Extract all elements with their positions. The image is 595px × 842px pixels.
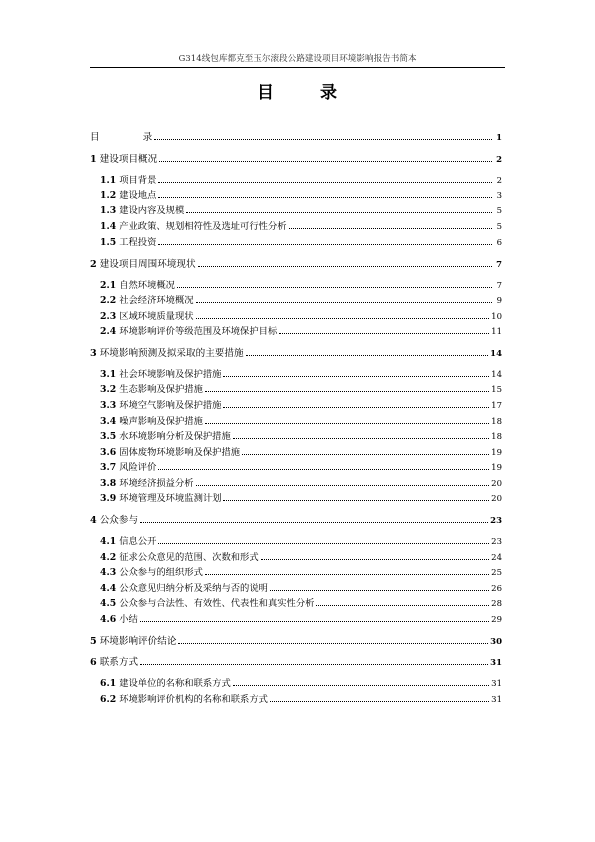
toc-entry[interactable] (100, 218, 502, 232)
toc-entry-label: 环境影响预测及拟采取的主要措施 (99, 348, 244, 359)
toc-dot-leader (233, 685, 489, 686)
toc-entry-number: 4.3 (100, 567, 117, 578)
toc-entry[interactable] (90, 256, 502, 270)
toc-entry-number: 3.7 (100, 462, 117, 473)
toc-entry-number: 2.3 (100, 311, 117, 322)
toc-entry-page: 1 (496, 133, 502, 143)
toc-entry-page: 11 (491, 327, 502, 337)
toc-dot-leader (159, 161, 492, 162)
toc-entry-number: 3 (90, 348, 97, 359)
toc-entry-number: 3.4 (100, 416, 117, 427)
toc-entry-number: 4.6 (100, 614, 117, 625)
toc-entry-number: 目 (90, 132, 100, 143)
toc-dot-leader (198, 266, 492, 267)
toc-dot-leader (196, 485, 490, 486)
toc-dot-leader (196, 302, 492, 303)
toc-entry-page: 20 (491, 479, 502, 489)
toc-dot-leader (178, 643, 488, 644)
toc-entry[interactable] (100, 533, 502, 547)
toc-entry-label: 固体废物环境影响及保护措施 (119, 447, 241, 458)
toc-entry-page: 29 (491, 615, 502, 625)
running-header: G314线包库都克至玉尔滚段公路建设项目环境影响报告书简本 (178, 54, 417, 64)
toc-entry-page: 30 (490, 637, 502, 647)
toc-entry-label: 环境影响评价结论 (99, 636, 177, 647)
toc-entry-page: 20 (491, 494, 502, 504)
toc-entry[interactable] (100, 397, 502, 411)
toc-entry-label: 社会环境影响及保护措施 (119, 369, 222, 380)
toc-entry-page: 26 (491, 584, 502, 594)
toc-entry-number: 1.2 (100, 190, 117, 201)
toc-dot-leader (158, 197, 492, 198)
toc-entry-number: 2.1 (100, 280, 117, 291)
toc-entry-page: 14 (490, 349, 502, 359)
toc-entry[interactable] (100, 611, 502, 625)
toc-entry-number: 1 (90, 154, 97, 165)
toc-entry-page: 6 (496, 238, 502, 248)
toc-entry[interactable] (100, 277, 502, 291)
toc-entry-page: 14 (491, 370, 502, 380)
toc-dot-leader (223, 500, 489, 501)
toc-entry-label: 区域环境质量现状 (119, 311, 194, 322)
toc-entry-label: 环境经济损益分析 (119, 478, 194, 489)
toc-entry-label: 项目背景 (119, 175, 157, 186)
toc-dot-leader (158, 469, 489, 470)
toc-entry-label: 录 (142, 132, 153, 143)
toc-entry-label: 生态影响及保护措施 (119, 384, 203, 395)
toc-entry-number: 2.4 (100, 326, 117, 337)
toc-entry-label: 环境空气影响及保护措施 (119, 400, 222, 411)
toc-entry-label: 建设地点 (119, 190, 157, 201)
toc-dot-leader (223, 376, 489, 377)
toc-dot-leader (270, 590, 489, 591)
toc-entry-number: 1.1 (100, 175, 117, 186)
toc-entry[interactable] (100, 172, 502, 186)
toc-entry-number: 4.4 (100, 583, 117, 594)
toc-entry-label: 环境影响评价等级范围及环境保护目标 (119, 326, 278, 337)
toc-entry-number: 1.3 (100, 205, 117, 216)
toc-entry-number: 3.5 (100, 431, 117, 442)
toc-dot-leader (223, 407, 489, 408)
toc-entry-page: 31 (491, 679, 502, 689)
toc-entry-page: 23 (491, 537, 502, 547)
toc-dot-leader (316, 605, 489, 606)
toc-entry-page: 28 (491, 599, 502, 609)
toc-dot-leader (205, 574, 489, 575)
toc-entry-page: 15 (491, 385, 502, 395)
toc-entry-label: 建设内容及规模 (119, 205, 185, 216)
toc-entry[interactable] (90, 512, 502, 526)
toc-entry[interactable] (100, 187, 502, 201)
toc-entry-label: 社会经济环境概况 (119, 295, 194, 306)
toc-entry[interactable] (100, 675, 502, 689)
table-of-contents (90, 0, 505, 842)
toc-entry-page: 19 (491, 448, 502, 458)
toc-entry[interactable] (100, 490, 502, 504)
toc-entry-label: 产业政策、规划相符性及选址可行性分析 (119, 221, 287, 232)
toc-entry[interactable] (100, 580, 502, 594)
toc-entry-page: 19 (491, 463, 502, 473)
toc-entry-number: 6 (90, 657, 97, 668)
toc-dot-leader (158, 244, 492, 245)
toc-entry[interactable] (100, 323, 502, 337)
toc-entry-number: 1.5 (100, 237, 117, 248)
toc-dot-leader (158, 543, 489, 544)
toc-entry-number: 3.1 (100, 369, 117, 380)
toc-entry-number: 3.6 (100, 447, 117, 458)
toc-dot-leader (246, 355, 489, 356)
toc-dot-leader (261, 559, 490, 560)
toc-dot-leader (205, 391, 489, 392)
toc-dot-leader (242, 454, 489, 455)
toc-entry-label: 建设项目概况 (99, 154, 158, 165)
toc-dot-leader (196, 318, 490, 319)
toc-entry[interactable] (100, 202, 502, 216)
toc-entry-label: 联系方式 (99, 657, 139, 668)
toc-entry[interactable] (100, 381, 502, 395)
toc-entry-label: 小结 (119, 614, 138, 625)
toc-dot-leader (140, 664, 488, 665)
toc-entry[interactable] (100, 292, 502, 306)
toc-entry-page: 7 (496, 260, 502, 270)
toc-entry-page: 5 (496, 206, 502, 216)
toc-dot-leader (140, 621, 489, 622)
toc-title-char-1: 目 (257, 83, 275, 103)
toc-entry-label: 公众参与 (99, 515, 139, 526)
toc-entry-number: 3.2 (100, 384, 117, 395)
toc-entry[interactable] (100, 444, 502, 458)
toc-entry-page: 5 (496, 222, 502, 232)
toc-entry-label: 公众参与的组织形式 (119, 567, 203, 578)
toc-entry-label: 公众意见归纳分析及采纳与否的说明 (119, 583, 268, 594)
toc-dot-leader (140, 522, 488, 523)
toc-entry[interactable] (100, 428, 502, 442)
toc-dot-leader (289, 228, 492, 229)
toc-entry-label: 建设单位的名称和联系方式 (119, 678, 231, 689)
toc-entry-label: 信息公开 (119, 536, 157, 547)
toc-entry-number: 2 (90, 259, 97, 270)
toc-entry-page: 24 (491, 553, 502, 563)
toc-entry-page: 3 (496, 191, 502, 201)
toc-entry[interactable] (90, 633, 502, 647)
toc-entry[interactable] (90, 654, 502, 668)
toc-dot-leader (205, 423, 489, 424)
toc-entry[interactable] (100, 459, 502, 473)
toc-entry-page: 18 (491, 432, 502, 442)
toc-entry-number: 6.2 (100, 694, 117, 705)
toc-entry[interactable] (100, 691, 502, 705)
toc-entry-number: 1.4 (100, 221, 117, 232)
toc-entry-label: 环境影响评价机构的名称和联系方式 (119, 694, 268, 705)
toc-entry-number: 4.5 (100, 598, 117, 609)
toc-dot-leader (177, 287, 492, 288)
toc-entry-label: 工程投资 (119, 237, 157, 248)
toc-entry-label: 建设项目周围环境现状 (99, 259, 196, 270)
toc-dot-leader (186, 212, 492, 213)
toc-entry-number: 4.2 (100, 552, 117, 563)
toc-entry-page: 2 (496, 176, 502, 186)
toc-entry-page: 9 (496, 296, 502, 306)
toc-entry-number: 6.1 (100, 678, 117, 689)
toc-entry-number: 4.1 (100, 536, 117, 547)
toc-entry-page: 7 (496, 281, 502, 291)
toc-dot-leader (233, 438, 489, 439)
toc-entry-number: 3.3 (100, 400, 117, 411)
toc-entry[interactable] (100, 234, 502, 248)
toc-entry[interactable] (90, 129, 502, 143)
toc-entry-number: 3.8 (100, 478, 117, 489)
toc-entry-label: 噪声影响及保护措施 (119, 416, 203, 427)
toc-entry-label: 公众参与合法性、有效性、代表性和真实性分析 (119, 598, 315, 609)
toc-entry[interactable] (100, 595, 502, 609)
toc-entry-number: 3.9 (100, 493, 117, 504)
toc-entry[interactable] (100, 366, 502, 380)
toc-dot-leader (158, 182, 492, 183)
toc-entry-page: 31 (491, 695, 502, 705)
toc-entry-label: 自然环境概况 (119, 280, 175, 291)
toc-entry[interactable] (90, 151, 502, 165)
toc-entry-page: 23 (490, 516, 502, 526)
toc-entry[interactable] (100, 475, 502, 489)
toc-entry-number: 5 (90, 636, 97, 647)
toc-entry-page: 18 (491, 417, 502, 427)
toc-entry-page: 17 (491, 401, 502, 411)
toc-entry-page: 2 (496, 155, 502, 165)
toc-entry[interactable] (100, 413, 502, 427)
toc-entry-page: 31 (490, 658, 502, 668)
toc-title-char-2: 录 (320, 83, 338, 103)
toc-entry-page: 25 (491, 568, 502, 578)
toc-entry[interactable] (90, 345, 502, 359)
toc-entry-label: 水环境影响分析及保护措施 (119, 431, 231, 442)
toc-entry-label: 征求公众意见的范围、次数和形式 (119, 552, 259, 563)
toc-dot-leader (270, 701, 489, 702)
toc-entry[interactable] (100, 308, 502, 322)
toc-entry-number: 4 (90, 515, 97, 526)
toc-dot-leader (279, 333, 489, 334)
toc-entry[interactable] (100, 564, 502, 578)
toc-entry-page: 10 (491, 312, 502, 322)
toc-entry-label: 风险评价 (119, 462, 157, 473)
toc-entry-number: 2.2 (100, 295, 117, 306)
toc-dot-leader (154, 139, 492, 140)
toc-entry[interactable] (100, 549, 502, 563)
toc-entry-label: 环境管理及环境监测计划 (119, 493, 222, 504)
